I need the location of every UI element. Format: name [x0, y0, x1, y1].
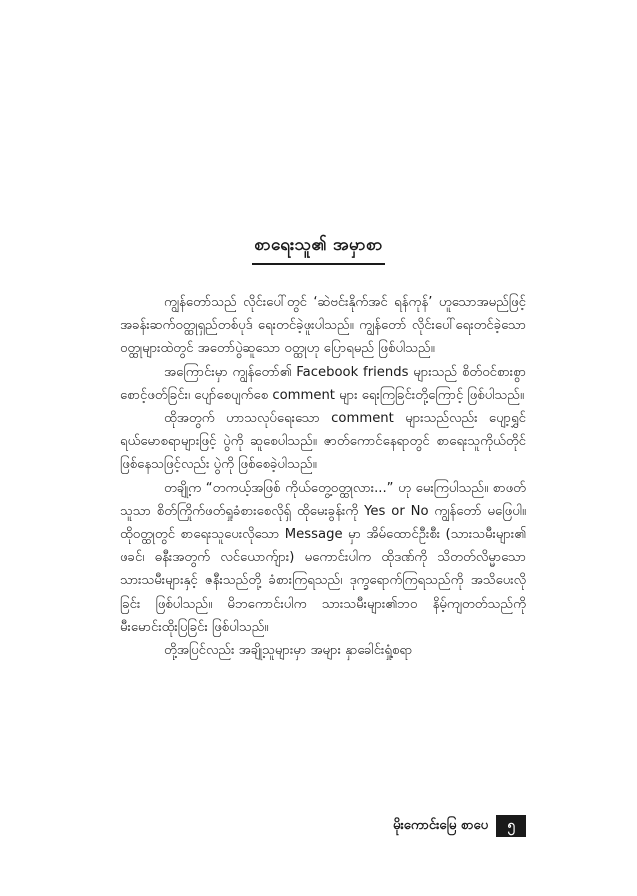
paragraph-2: အကြောင်းမှာ ကျွန်တော်၏ Facebook friends များသည် စိတ်ဝင်စားစွာ စောင့်ဖတ်ခြင်း၊ ပျော်စေပျက်စေ comment များ ရေးကြခြင်းတို့ကြောင့် ဖြစ်ပါသည်။: [120, 364, 526, 403]
paragraph-5: တို့အပြင်လည်း အချို့သူများမှာ အများ နှာခေါင်းရှုံ့စရာ: [164, 643, 413, 659]
paragraph-1: ကျွန်တော်သည် လိုင်းပေါ်တွင် ‘ဆဲဗင်းနိုက်အင် ရန်ကုန်’ ဟူသောအမည်ဖြင့် အခန်းဆက်ဝတ္ထုရှည်တစ်ပုဒ် ရေးတင်ခဲ့ဖူးပါသည်။ ကျွန်တော် လိုင်းပေါ်ရေးတင်ခဲ့သော ဝတ္ထုများထဲတွင် အတော်ပွဲဆူသော ဝတ္ထုဟု ပြောရမည် ဖြစ်ပါသည်။: [120, 295, 526, 357]
page-footer: [340, 814, 526, 838]
page-number-badge: ၅: [496, 815, 526, 837]
page-heading: စာရေးသူ၏ အမှာစာ: [252, 234, 385, 265]
heading-container: [0, 234, 637, 265]
paragraph-3: ထိုအတွက် ဟာသလုပ်ရေးသော comment များသည်လည်း ပျော့ရွှင်ရယ်မောစရာများဖြင့် ပွဲကို ဆူစေပါသည်။ ဇာတ်ကောင်နေရာတွင် စာရေးသူကိုယ်တိုင်ဖြစ်နေသဖြင့်လည်း ပွဲကို ဖြစ်စေခဲ့ပါသည်။: [120, 411, 526, 473]
footer-book-title: မိုးကောင်းမြေ စာပေ: [393, 817, 488, 833]
paragraph-4: တချို့က “တကယ့်အဖြစ် ကိုယ်တွေ့ဝတ္ထုလား...” ဟု မေးကြပါသည်။ စာဖတ်သူသာ စိတ်ကြိုက်ဖတ်ရှုခံစားစေလိုရှ် ထိုမေးခွန်းကို Yes or No ကျွန်တော် မဖြေပါ။ ထိုဝတ္ထုတွင် စာရေးသူပေးလိုသော Message မှာ အိမ်ထောင်ဦးစီး (သားသမီးများ၏ ဖခင်၊ ဓနီးအတွက် လင်ယောက်ျား) မကောင်းပါက ထိုဒဏ်ကို သိတတ်လိမ္မာသော သားသမီးများနှင့် ဇနီးသည်တို့ ခံစားကြရသည်၊ ဒုက္ခရောက်ကြရသည်ကို အသိပေးလိုခြင်း ဖြစ်ပါသည်။ မိဘကောင်းပါက သားသမီးများ၏ဘဝ နိမ့်ကျတတ်သည်ကို မီးမောင်းထိုးပြခြင်း ဖြစ်ပါသည်။: [120, 480, 526, 635]
body-text: [120, 291, 526, 662]
